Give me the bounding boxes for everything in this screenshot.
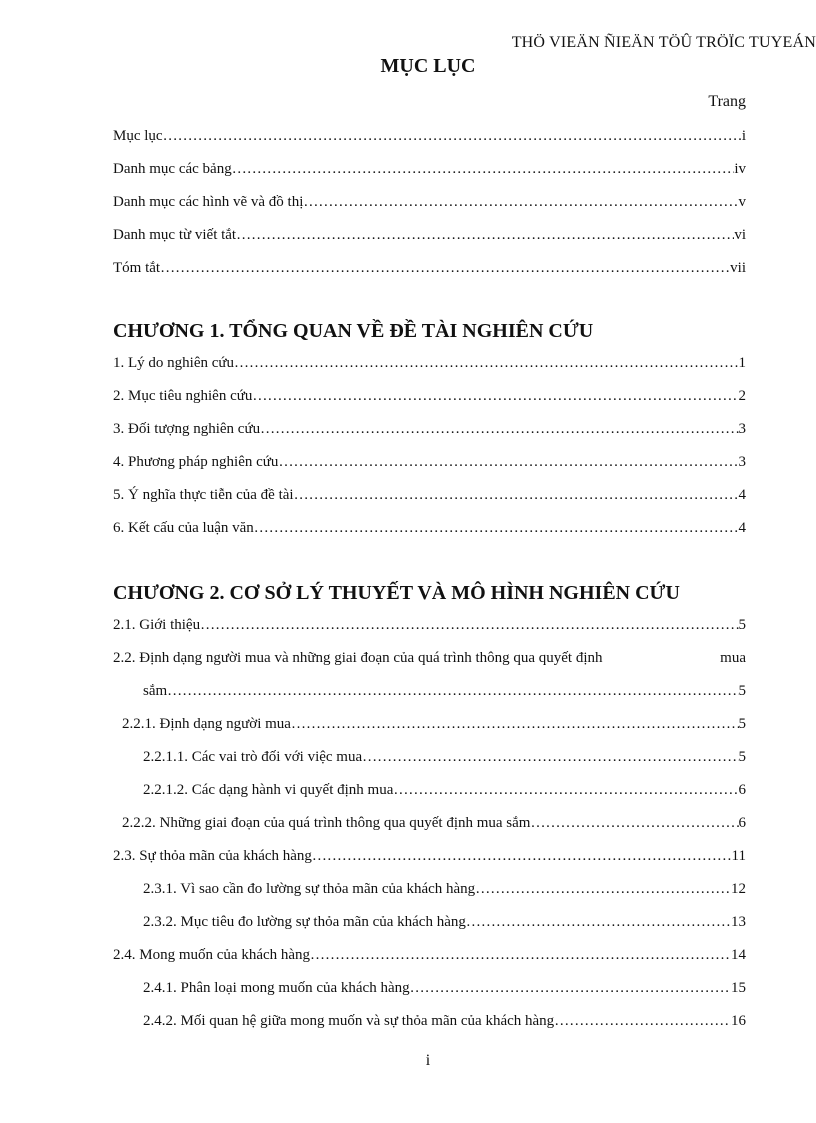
toc-leader: [312, 840, 732, 873]
toc-entry-ch1-4[interactable]: [113, 446, 746, 479]
page-number: i: [425, 1052, 431, 1069]
toc-entry-2-2-2[interactable]: [113, 807, 746, 840]
toc-label: 2.2.1.1. Các vai trò đối với việc mua: [143, 749, 363, 765]
toc-entry-2-3-1[interactable]: [113, 873, 746, 906]
toc-page: 5: [738, 617, 746, 633]
page-column-label: Trang: [708, 93, 746, 110]
toc-entry-2-4-2[interactable]: [113, 1005, 746, 1038]
toc-label: 2.2. Định dạng người mua và những giai đoạn của quá trình thông qua quyết định: [113, 650, 603, 666]
toc-label: 2.3. Sự thỏa mãn của khách hàng: [113, 848, 312, 864]
toc-page: iv: [734, 161, 746, 177]
toc-leader: [234, 347, 738, 380]
toc-entry-ch1-1[interactable]: [113, 347, 746, 380]
toc-entry-tom-tat[interactable]: [113, 252, 746, 285]
toc-label: 1. Lý do nghiên cứu: [113, 355, 235, 371]
library-header: THÖ VIEÄN ÑIEÄN TÖÛ TRÖÏC TUYEÁN: [511, 34, 816, 51]
toc-leader: [310, 939, 731, 972]
toc-entry-2-3-2[interactable]: [113, 906, 746, 939]
toc-page: v: [738, 194, 746, 210]
toc-page: 5: [738, 683, 746, 699]
toc-page: 3: [738, 454, 746, 470]
toc-label: 2.1. Giới thiệu: [113, 617, 201, 633]
toc-label: sắm: [143, 683, 168, 699]
toc-leader: [200, 609, 738, 642]
toc-label-end: mua: [720, 650, 746, 666]
toc-label: Danh mục các bảng: [113, 161, 232, 177]
toc-page: 5: [738, 716, 746, 732]
toc-entry-2-4[interactable]: [113, 939, 746, 972]
toc-page: 15: [731, 980, 746, 996]
toc-entry-muc-luc[interactable]: [113, 120, 746, 153]
toc-entry-2-1[interactable]: [113, 609, 746, 642]
chapter-2-heading[interactable]: CHƯƠNG 2. CƠ SỞ LÝ THUYẾT VÀ MÔ HÌNH NGHIÊN CỨU: [113, 582, 680, 604]
toc-entry-ch1-3[interactable]: [113, 413, 746, 446]
table-of-contents: [113, 120, 746, 1038]
toc-page: vii: [730, 260, 746, 276]
toc-entry-ch1-5[interactable]: [113, 479, 746, 512]
toc-entry-ch1-2[interactable]: [113, 380, 746, 413]
toc-leader: [393, 774, 738, 807]
toc-page: vi: [734, 227, 746, 243]
toc-leader: [278, 446, 738, 479]
toc-label: 2.3.2. Mục tiêu đo lường sự thỏa mãn của khách hàng: [143, 914, 466, 930]
toc-label: 2.4. Mong muốn của khách hàng: [113, 947, 311, 963]
toc-label: 2. Mục tiêu nghiên cứu: [113, 388, 253, 404]
toc-leader: [410, 972, 731, 1005]
toc-entry-2-2-1-2[interactable]: [113, 774, 746, 807]
toc-page: 5: [738, 749, 746, 765]
toc-entry-2-4-1[interactable]: [113, 972, 746, 1005]
toc-entry-danh-muc-hinh[interactable]: [113, 186, 746, 219]
toc-entry-2-2-1-1[interactable]: [113, 741, 746, 774]
toc-label: 2.2.1. Định dạng người mua: [122, 716, 291, 732]
toc-page: 4: [738, 487, 746, 503]
toc-label: 2.4.1. Phân loại mong muốn của khách hàng: [143, 980, 410, 996]
toc-leader: [254, 512, 739, 545]
page-title: MỤC LỤC: [380, 55, 476, 77]
toc-page: 12: [731, 881, 746, 897]
toc-entry-ch1-6[interactable]: [113, 512, 746, 545]
toc-page: 3: [738, 421, 746, 437]
toc-entry-danh-muc-bang[interactable]: [113, 153, 746, 186]
toc-page: 11: [731, 848, 746, 864]
toc-page: 6: [738, 815, 746, 831]
toc-page: 16: [731, 1013, 746, 1029]
toc-leader: [303, 186, 738, 219]
toc-entry-2-2[interactable]: [113, 642, 746, 675]
toc-label: 3. Đối tượng nghiên cứu: [113, 421, 261, 437]
toc-label: Danh mục từ viết tắt: [113, 227, 237, 243]
toc-leader: [232, 153, 735, 186]
toc-page: 13: [731, 914, 746, 930]
toc-entry-2-2-continued[interactable]: [113, 675, 746, 708]
toc-label: 2.2.1.2. Các dạng hành vi quyết định mua: [143, 782, 394, 798]
toc-label: 4. Phương pháp nghiên cứu: [113, 454, 279, 470]
toc-leader: [362, 741, 738, 774]
toc-page: 6: [738, 782, 746, 798]
toc-leader: [530, 807, 738, 840]
toc-entry-2-3[interactable]: [113, 840, 746, 873]
toc-leader: [466, 906, 731, 939]
toc-page: 4: [738, 520, 746, 536]
toc-leader: [163, 120, 739, 153]
toc-label: 2.2.2. Những giai đoạn của quá trình thông qua quyết định mua sắm: [122, 815, 531, 831]
toc-page: .i: [738, 128, 746, 144]
toc-label: 5. Ý nghĩa thực tiễn của đề tài: [113, 487, 294, 503]
toc-page: 14: [731, 947, 746, 963]
toc-label: 2.3.1. Vì sao cần đo lường sự thỏa mãn của khách hàng: [143, 881, 476, 897]
toc-label: 6. Kết cấu của luận văn: [113, 520, 254, 536]
toc-label: 2.4.2. Mối quan hệ giữa mong muốn và sự thỏa mãn của khách hàng: [143, 1013, 555, 1029]
toc-label: Mục lục: [113, 128, 163, 144]
toc-leader: [475, 873, 731, 906]
toc-leader: [291, 708, 739, 741]
toc-leader: [260, 413, 738, 446]
toc-leader: [554, 1005, 731, 1038]
toc-entry-tu-viet-tat[interactable]: [113, 219, 746, 252]
toc-leader: [236, 219, 734, 252]
toc-label: Danh mục các hình vẽ và đồ thị: [113, 194, 304, 210]
toc-page: 2: [738, 388, 746, 404]
chapter-1-heading[interactable]: CHƯƠNG 1. TỔNG QUAN VỀ ĐỀ TÀI NGHIÊN CỨU: [113, 320, 594, 342]
toc-entry-2-2-1[interactable]: [113, 708, 746, 741]
toc-leader: [294, 479, 739, 512]
toc-page: 1: [738, 355, 746, 371]
toc-leader: [160, 252, 730, 285]
toc-leader: [167, 675, 738, 708]
toc-label: Tóm tắt: [113, 260, 161, 276]
toc-leader: [252, 380, 738, 413]
